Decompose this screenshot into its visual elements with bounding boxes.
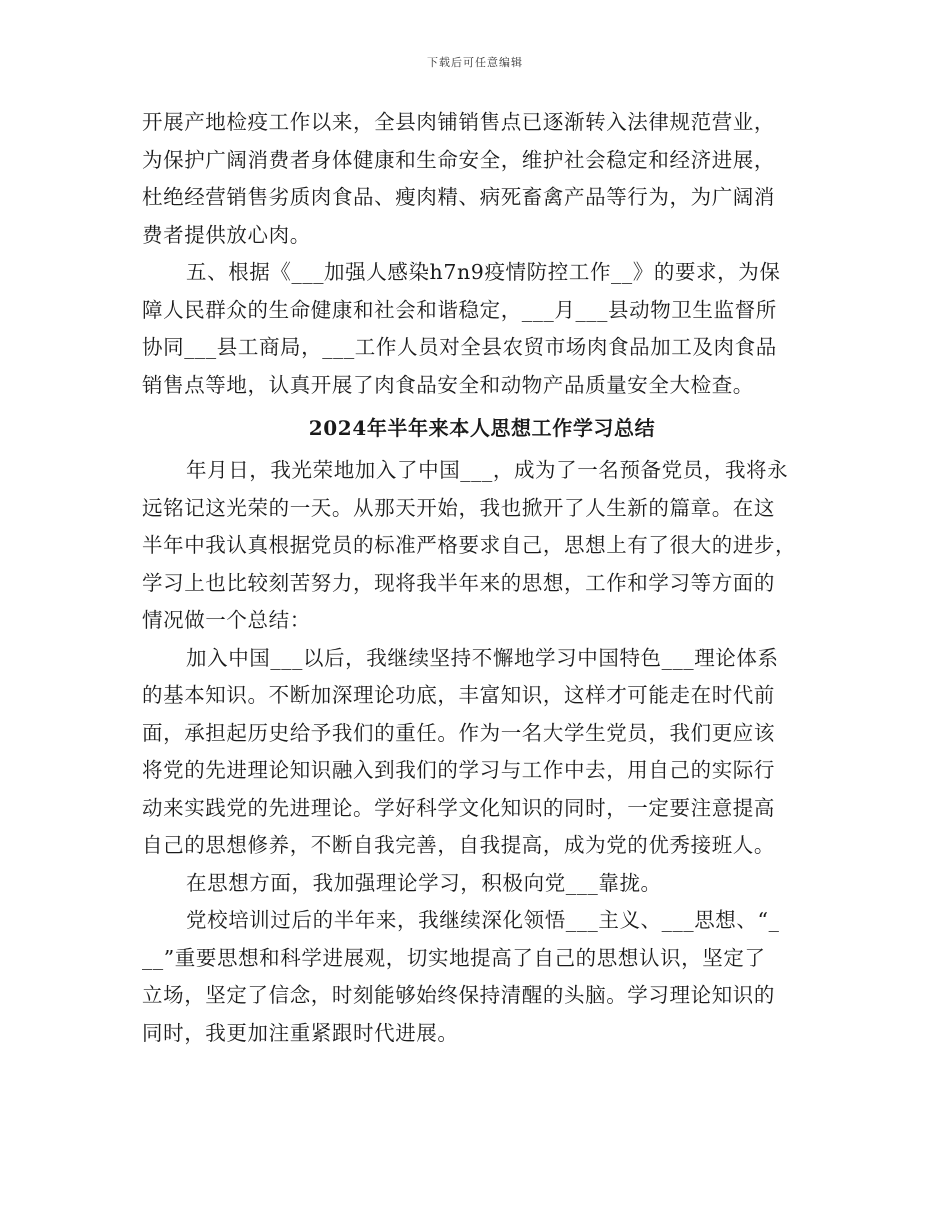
text-line: 五、根据《___加强人感染h7n9疫情防控工作__》的要求，为保	[186, 260, 781, 284]
text-line: 开展产地检疫工作以来，全县肉铺销售点已逐渐转入法律规范营业，	[142, 110, 775, 134]
text-line: 同时，我更加注重紧跟时代进展。	[142, 1020, 459, 1045]
text-line: 动来实践党的先进理论。学好科学文化知识的同时，一定要注意提高	[142, 795, 775, 820]
text-line: 加入中国___以后，我继续坚持不懈地学习中国特色___理论体系	[186, 645, 779, 670]
text-line: 费者提供放心肉。	[142, 222, 311, 247]
text-line: 的基本知识。不断加深理论功底，丰富知识，这样才可能走在时代前	[142, 683, 775, 707]
text-line: 将党的先进理论知识融入到我们的学习与工作中去，用自己的实际行	[142, 758, 775, 782]
text-line: 半年中我认真根据党员的标准严格要求自己，思想上有了很大的进步，	[142, 533, 797, 557]
paragraph-6	[142, 902, 822, 1052]
paragraph-2	[142, 254, 822, 404]
text-line: 党校培训过后的半年来，我继续深化领悟___主义、___思想、“_	[186, 908, 780, 932]
text-line: 年月日，我光荣地加入了中国___，成为了一名预备党员，我将永	[186, 458, 789, 482]
paragraph-5	[142, 865, 822, 903]
document-body	[142, 104, 822, 1052]
text-line: 在思想方面，我加强理论学习，积极向党___靠拢。	[186, 870, 662, 895]
text-line: 学习上也比较刻苦努力，现将我半年来的思想，工作和学习等方面的	[142, 570, 775, 595]
text-line: 杜绝经营销售劣质肉食品、瘦肉精、病死畜禽产品等行为，为广阔消	[142, 185, 775, 209]
text-line: 自己的思想修养，不断自我完善，自我提高，成为党的优秀接班人。	[142, 833, 775, 857]
paragraph-3	[142, 452, 822, 640]
section-title: 2024年半年来本人思想工作学习总结	[308, 416, 656, 440]
paragraph-4	[142, 640, 822, 865]
text-line: 立场，坚定了信念，时刻能够始终保持清醒的头脑。学习理论知识的	[142, 983, 775, 1007]
text-line: 面，承担起历史给予我们的重任。作为一名大学生党员，我们更应该	[142, 720, 775, 745]
text-line: 障人民群众的生命健康和社会和谐稳定，___月___县动物卫生监督所	[142, 297, 777, 322]
text-line: 销售点等地，认真开展了肉食品安全和动物产品质量安全大检查。	[142, 372, 754, 397]
text-line: 为保护广阔消费者身体健康和生命安全，维护社会稳定和经济进展，	[142, 147, 775, 172]
text-line: 远铭记这光荣的一天。从那天开始，我也掀开了人生新的篇章。在这	[142, 495, 775, 520]
text-line: 协同___县工商局，___工作人员对全县农贸市场肉食品加工及肉食品	[142, 335, 777, 359]
page-header: 下载后可任意编辑	[427, 56, 523, 69]
paragraph-1	[142, 104, 822, 254]
text-line: 情况做一个总结：	[142, 608, 311, 632]
text-line: __”重要思想和科学进展观，切实地提高了自己的思想认识，坚定了	[142, 945, 766, 970]
